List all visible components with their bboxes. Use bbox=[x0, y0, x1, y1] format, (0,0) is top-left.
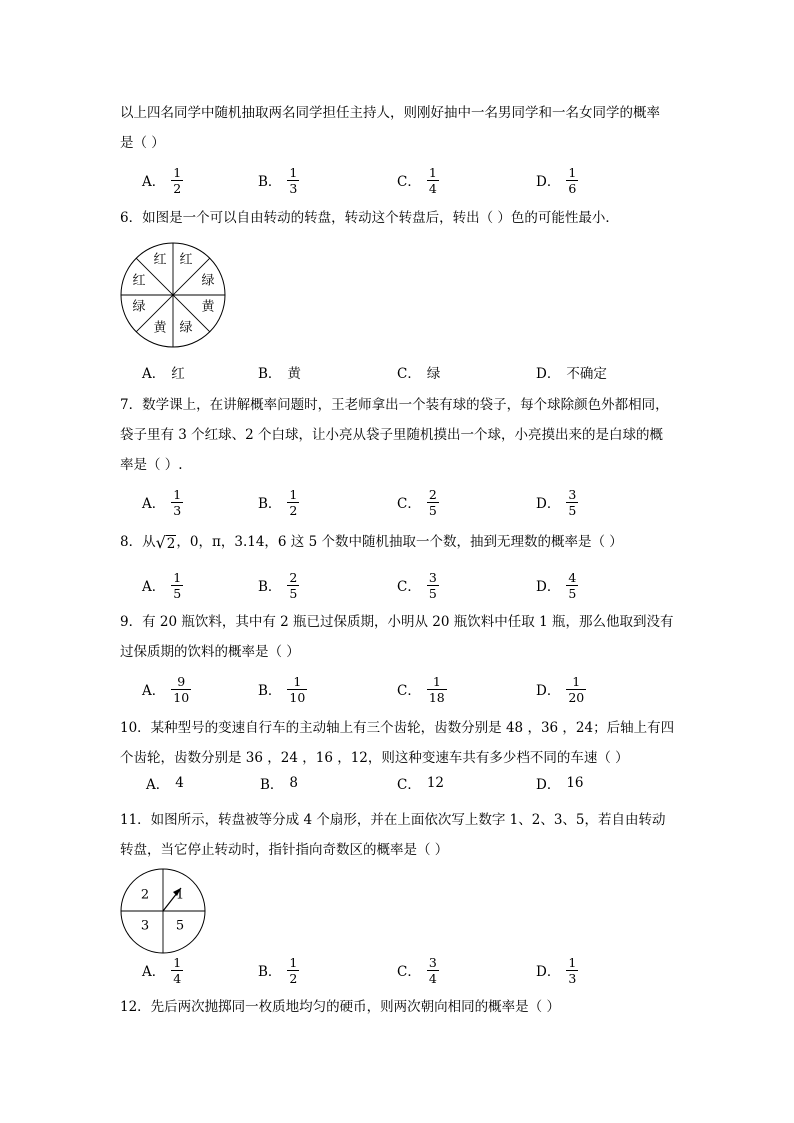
q6-option-b[interactable]: B． 黄 bbox=[258, 366, 301, 382]
q11-option-a[interactable]: A． $\frac{1}{4}$ bbox=[142, 954, 182, 986]
q6-sector-label: 黄 bbox=[153, 320, 167, 336]
q11-option-c[interactable]: C． $\frac{3}{4}$ bbox=[397, 954, 437, 986]
fraction: $\frac{1}{4}$ bbox=[173, 954, 182, 986]
q6-option-a[interactable]: A． 红 bbox=[142, 366, 185, 382]
q6-sector-label: 绿 bbox=[201, 273, 215, 289]
fraction: $\frac{1}{10}$ bbox=[289, 673, 306, 705]
q6-text-line1: 6．如图是一个可以自由转动的转盘，转动这个转盘后，转出（ ）色的可能性最小． bbox=[120, 210, 619, 226]
q11-option-b[interactable]: B． $\frac{1}{2}$ bbox=[258, 954, 298, 986]
q10-text-line2: 个齿轮，齿数分别是 36 ，24 ，16 ，12，则这种变速车共有多少档不同的车速（ ） bbox=[120, 750, 629, 766]
q6-sector-label: 红 bbox=[179, 252, 193, 268]
q6-option-c[interactable]: C． 绿 bbox=[397, 366, 441, 382]
q7-option-b[interactable]: B． $\frac{1}{2}$ bbox=[258, 486, 298, 518]
fraction: $\frac{1}{2}$ bbox=[289, 486, 298, 518]
q8-option-a[interactable]: A． $\frac{1}{5}$ bbox=[142, 569, 182, 601]
q5-options bbox=[0, 160, 794, 200]
q7-text-line1: 7．数学课上，在讲解概率问题时，王老师拿出一个装有球的袋子，每个球除颜色外都相同， bbox=[120, 397, 669, 413]
q12-text-line1: 12．先后两次抛掷同一枚质地均匀的硬币，则两次朝向相同的概率是（ ） bbox=[120, 999, 560, 1015]
q6-sector-label: 绿 bbox=[179, 320, 193, 336]
fraction: $\frac{1}{3}$ bbox=[289, 164, 298, 196]
fraction: $\frac{1}{6}$ bbox=[568, 164, 577, 196]
q9-option-b[interactable]: B． $\frac{1}{10}$ bbox=[258, 673, 306, 705]
q5-option-d[interactable]: D． $\frac{1}{6}$ bbox=[536, 164, 577, 196]
q10-text-line1: 10．某种型号的变速自行车的主动轴上有三个齿轮，齿数分别是 48 ，36 ，24；后轴上有四 bbox=[120, 720, 675, 736]
q8-option-b[interactable]: B． $\frac{2}{5}$ bbox=[258, 569, 298, 601]
q11-sector-label: 3 bbox=[140, 918, 150, 934]
q9-text-line2: 过保质期的饮料的概率是（ ） bbox=[120, 644, 300, 660]
q8-text-line1: 8．从 √ 2 ，0，π，3.14，6 这 5 个数中随机抽取一个数，抽到无理数的概率是（ ） bbox=[120, 533, 623, 552]
q11-spinner-figure bbox=[118, 866, 208, 956]
q9-option-a[interactable]: A． $\frac{9}{10}$ bbox=[142, 673, 190, 705]
fraction: $\frac{1}{4}$ bbox=[428, 164, 437, 196]
fraction: $\frac{1}{3}$ bbox=[173, 486, 182, 518]
q11-sector-label: 2 bbox=[140, 887, 150, 903]
fraction: $\frac{3}{4}$ bbox=[428, 954, 437, 986]
fraction: $\frac{1}{2}$ bbox=[173, 164, 182, 196]
q7-text-line3: 率是（ ）. bbox=[120, 457, 183, 473]
q5-text-line1: 以上四名同学中随机抽取两名同学担任主持人，则刚好抽中一名男同学和一名女同学的概率 bbox=[120, 105, 660, 121]
q8-option-d[interactable]: D． $\frac{4}{5}$ bbox=[536, 569, 577, 601]
q6-sector-label: 黄 bbox=[201, 299, 215, 315]
fraction: $\frac{1}{2}$ bbox=[289, 954, 298, 986]
q11-text-line2: 转盘，当它停止转动时，指针指向奇数区的概率是（ ） bbox=[120, 842, 449, 858]
sqrt-expression: √ 2 bbox=[155, 533, 176, 552]
fraction: $\frac{1}{18}$ bbox=[428, 673, 445, 705]
fraction: $\frac{2}{5}$ bbox=[428, 486, 437, 518]
q11-option-d[interactable]: D． $\frac{1}{3}$ bbox=[536, 954, 577, 986]
q7-text-line2: 袋子里有 3 个红球、2 个白球，让小亮从袋子里随机摸出一个球，小亮摸出来的是白球的概 bbox=[120, 427, 664, 443]
q8-options bbox=[0, 565, 794, 605]
q6-spinner-figure bbox=[118, 240, 228, 350]
q8-option-c[interactable]: C． $\frac{3}{5}$ bbox=[397, 569, 437, 601]
q11-options bbox=[0, 950, 794, 990]
q6-sector-label: 绿 bbox=[132, 299, 146, 315]
q10-option-d[interactable]: D． 16 bbox=[536, 775, 584, 793]
q6-sector-label: 红 bbox=[153, 252, 167, 268]
q11-text-line1: 11．如图所示，转盘被等分成 4 个扇形，并在上面依次写上数字 1、2、3、5，若自由转动 bbox=[120, 812, 666, 828]
q7-options bbox=[0, 482, 794, 522]
fraction: $\frac{1}{20}$ bbox=[568, 673, 585, 705]
q10-option-b[interactable]: B． 8 bbox=[260, 775, 299, 793]
q5-option-a[interactable]: A． $\frac{1}{2}$ bbox=[142, 164, 182, 196]
q9-option-d[interactable]: D． $\frac{1}{20}$ bbox=[536, 673, 585, 705]
q7-option-d[interactable]: D． $\frac{3}{5}$ bbox=[536, 486, 577, 518]
q10-option-a[interactable]: A． 4 bbox=[146, 775, 184, 793]
fraction: $\frac{2}{5}$ bbox=[289, 569, 298, 601]
q6-option-d[interactable]: D． 不确定 bbox=[536, 366, 607, 382]
q9-option-c[interactable]: C． $\frac{1}{18}$ bbox=[397, 673, 445, 705]
fraction: $\frac{3}{5}$ bbox=[428, 569, 437, 601]
fraction: $\frac{3}{5}$ bbox=[568, 486, 577, 518]
q5-option-c[interactable]: C． $\frac{1}{4}$ bbox=[397, 164, 437, 196]
q6-options bbox=[0, 352, 794, 392]
q10-options bbox=[0, 768, 794, 798]
q6-sector-label: 红 bbox=[132, 273, 146, 289]
fraction: $\frac{1}{3}$ bbox=[568, 954, 577, 986]
q5-text-line2: 是（ ） bbox=[120, 135, 165, 151]
q7-option-a[interactable]: A． $\frac{1}{3}$ bbox=[142, 486, 182, 518]
q11-sector-label: 5 bbox=[175, 918, 185, 934]
fraction: $\frac{9}{10}$ bbox=[173, 673, 190, 705]
q9-options bbox=[0, 669, 794, 709]
q5-option-b[interactable]: B． $\frac{1}{3}$ bbox=[258, 164, 298, 196]
q7-option-c[interactable]: C． $\frac{2}{5}$ bbox=[397, 486, 437, 518]
q9-text-line1: 9．有 20 瓶饮料，其中有 2 瓶已过保质期，小明从 20 瓶饮料中任取 1 瓶，那么他取到没有 bbox=[120, 614, 674, 630]
fraction: $\frac{4}{5}$ bbox=[568, 569, 577, 601]
fraction: $\frac{1}{5}$ bbox=[173, 569, 182, 601]
q11-sector-label: 1 bbox=[175, 887, 185, 903]
q10-option-c[interactable]: C． 12 bbox=[397, 775, 445, 793]
